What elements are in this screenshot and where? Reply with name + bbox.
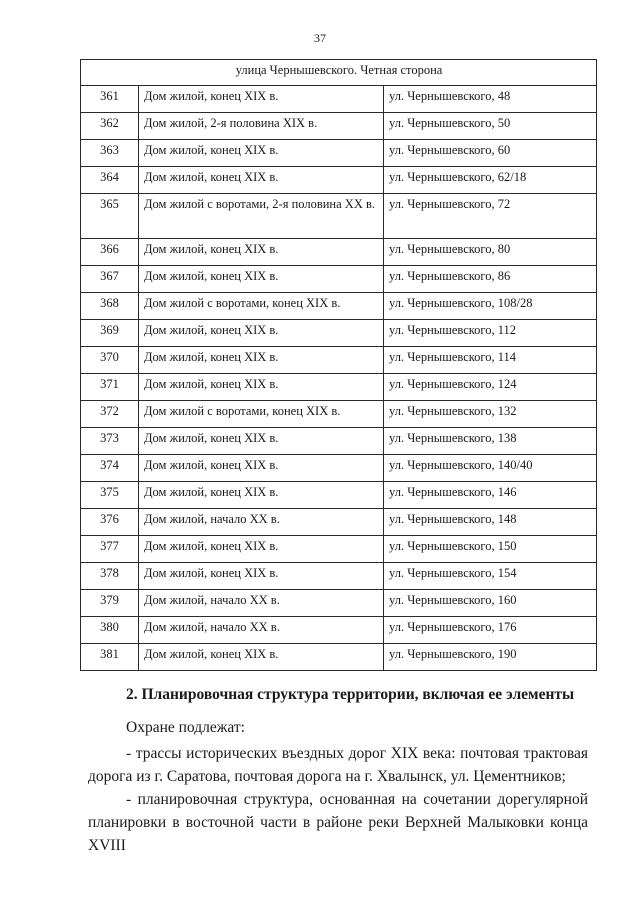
object-name: Дом жилой, конец XIX в.: [139, 347, 384, 374]
table-row: [81, 347, 597, 374]
table-row: [81, 113, 597, 140]
row-number: 370: [81, 347, 139, 374]
object-name: Дом жилой, конец XIX в.: [139, 644, 384, 671]
page-number: 37: [314, 31, 326, 45]
street-heading: улица Чернышевского. Четная сторона: [81, 60, 597, 86]
object-address: ул. Чернышевского, 150: [384, 536, 597, 563]
table-row: [81, 140, 597, 167]
row-number: 379: [81, 590, 139, 617]
protected-item-roads-line2: дорога из г. Саратова, почтовая дорога на г. Хвалынск, ул. Цементников;: [88, 768, 566, 785]
object-address: ул. Чернышевского, 132: [384, 401, 597, 428]
table-row: [81, 455, 597, 482]
object-name: Дом жилой, конец XIX в.: [139, 167, 384, 194]
object-name: Дом жилой, начало XX в.: [139, 590, 384, 617]
table-row: [81, 509, 597, 536]
object-name: Дом жилой, начало XX в.: [139, 617, 384, 644]
object-address: ул. Чернышевского, 108/28: [384, 293, 597, 320]
table-row: [81, 536, 597, 563]
object-address: ул. Чернышевского, 154: [384, 563, 597, 590]
heritage-registry-table: [80, 59, 597, 671]
object-name: Дом жилой с воротами, 2-я половина XX в.: [139, 194, 384, 239]
protected-item-planning-line2: планировки в восточной части в районе реки Верхней Малыковки конца XVIII: [88, 814, 588, 854]
object-name: Дом жилой, конец XIX в.: [139, 536, 384, 563]
row-number: 362: [81, 113, 139, 140]
object-address: ул. Чернышевского, 124: [384, 374, 597, 401]
row-number: 372: [81, 401, 139, 428]
table-row: [81, 482, 597, 509]
row-number: 381: [81, 644, 139, 671]
object-address: ул. Чернышевского, 86: [384, 266, 597, 293]
object-address: ул. Чернышевского, 80: [384, 239, 597, 266]
protected-item-roads-line1: - трассы исторических въездных дорог XIX века: почтовая трактовая: [126, 745, 588, 762]
street-heading-row: [81, 60, 597, 86]
row-number: 369: [81, 320, 139, 347]
protected-item-planning: [88, 788, 588, 857]
table-row: [81, 590, 597, 617]
object-name: Дом жилой, конец XIX в.: [139, 455, 384, 482]
object-address: ул. Чернышевского, 50: [384, 113, 597, 140]
row-number: 368: [81, 293, 139, 320]
table-row: [81, 320, 597, 347]
table-row: [81, 86, 597, 113]
table-row: [81, 239, 597, 266]
table-row: [81, 563, 597, 590]
protected-item-planning-line1: - планировочная структура, основанная на сочетании дорегулярной: [126, 791, 588, 808]
table-row: [81, 293, 597, 320]
row-number: 361: [81, 86, 139, 113]
row-number: 375: [81, 482, 139, 509]
object-address: ул. Чернышевского, 112: [384, 320, 597, 347]
object-address: ул. Чернышевского, 62/18: [384, 167, 597, 194]
object-address: ул. Чернышевского, 190: [384, 644, 597, 671]
object-address: ул. Чернышевского, 176: [384, 617, 597, 644]
object-name: Дом жилой, конец XIX в.: [139, 140, 384, 167]
table-row: [81, 167, 597, 194]
object-name: Дом жилой, конец XIX в.: [139, 374, 384, 401]
object-name: Дом жилой, конец XIX в.: [139, 428, 384, 455]
object-name: Дом жилой, конец XIX в.: [139, 86, 384, 113]
object-address: ул. Чернышевского, 114: [384, 347, 597, 374]
object-address: ул. Чернышевского, 48: [384, 86, 597, 113]
object-address: ул. Чернышевского, 138: [384, 428, 597, 455]
object-name: Дом жилой, 2-я половина XIX в.: [139, 113, 384, 140]
row-number: 374: [81, 455, 139, 482]
object-address: ул. Чернышевского, 72: [384, 194, 597, 239]
object-name: Дом жилой, конец XIX в.: [139, 482, 384, 509]
row-number: 367: [81, 266, 139, 293]
section-title: 2. Планировочная структура территории, включая ее элементы: [126, 686, 575, 703]
table-row: [81, 266, 597, 293]
object-address: ул. Чернышевского, 60: [384, 140, 597, 167]
table-row: [81, 428, 597, 455]
object-name: Дом жилой, конец XIX в.: [139, 563, 384, 590]
row-number: 380: [81, 617, 139, 644]
section-lead: Охране подлежат:: [126, 719, 245, 736]
row-number: 363: [81, 140, 139, 167]
object-address: ул. Чернышевского, 160: [384, 590, 597, 617]
row-number: 377: [81, 536, 139, 563]
object-name: Дом жилой с воротами, конец XIX в.: [139, 293, 384, 320]
row-number: 371: [81, 374, 139, 401]
object-address: ул. Чернышевского, 146: [384, 482, 597, 509]
row-number: 378: [81, 563, 139, 590]
object-name: Дом жилой, конец XIX в.: [139, 239, 384, 266]
table-row: [81, 644, 597, 671]
object-name: Дом жилой, конец XIX в.: [139, 266, 384, 293]
row-number: 373: [81, 428, 139, 455]
row-number: 366: [81, 239, 139, 266]
table-row: [81, 401, 597, 428]
object-name: Дом жилой с воротами, конец XIX в.: [139, 401, 384, 428]
table-row: [81, 617, 597, 644]
row-number: 364: [81, 167, 139, 194]
object-address: ул. Чернышевского, 140/40: [384, 455, 597, 482]
object-address: ул. Чернышевского, 148: [384, 509, 597, 536]
object-name: Дом жилой, конец XIX в.: [139, 320, 384, 347]
table-row: [81, 374, 597, 401]
object-name: Дом жилой, начало XX в.: [139, 509, 384, 536]
row-number: 365: [81, 194, 139, 239]
table-row: [81, 194, 597, 239]
protected-item-roads: [88, 742, 588, 788]
row-number: 376: [81, 509, 139, 536]
